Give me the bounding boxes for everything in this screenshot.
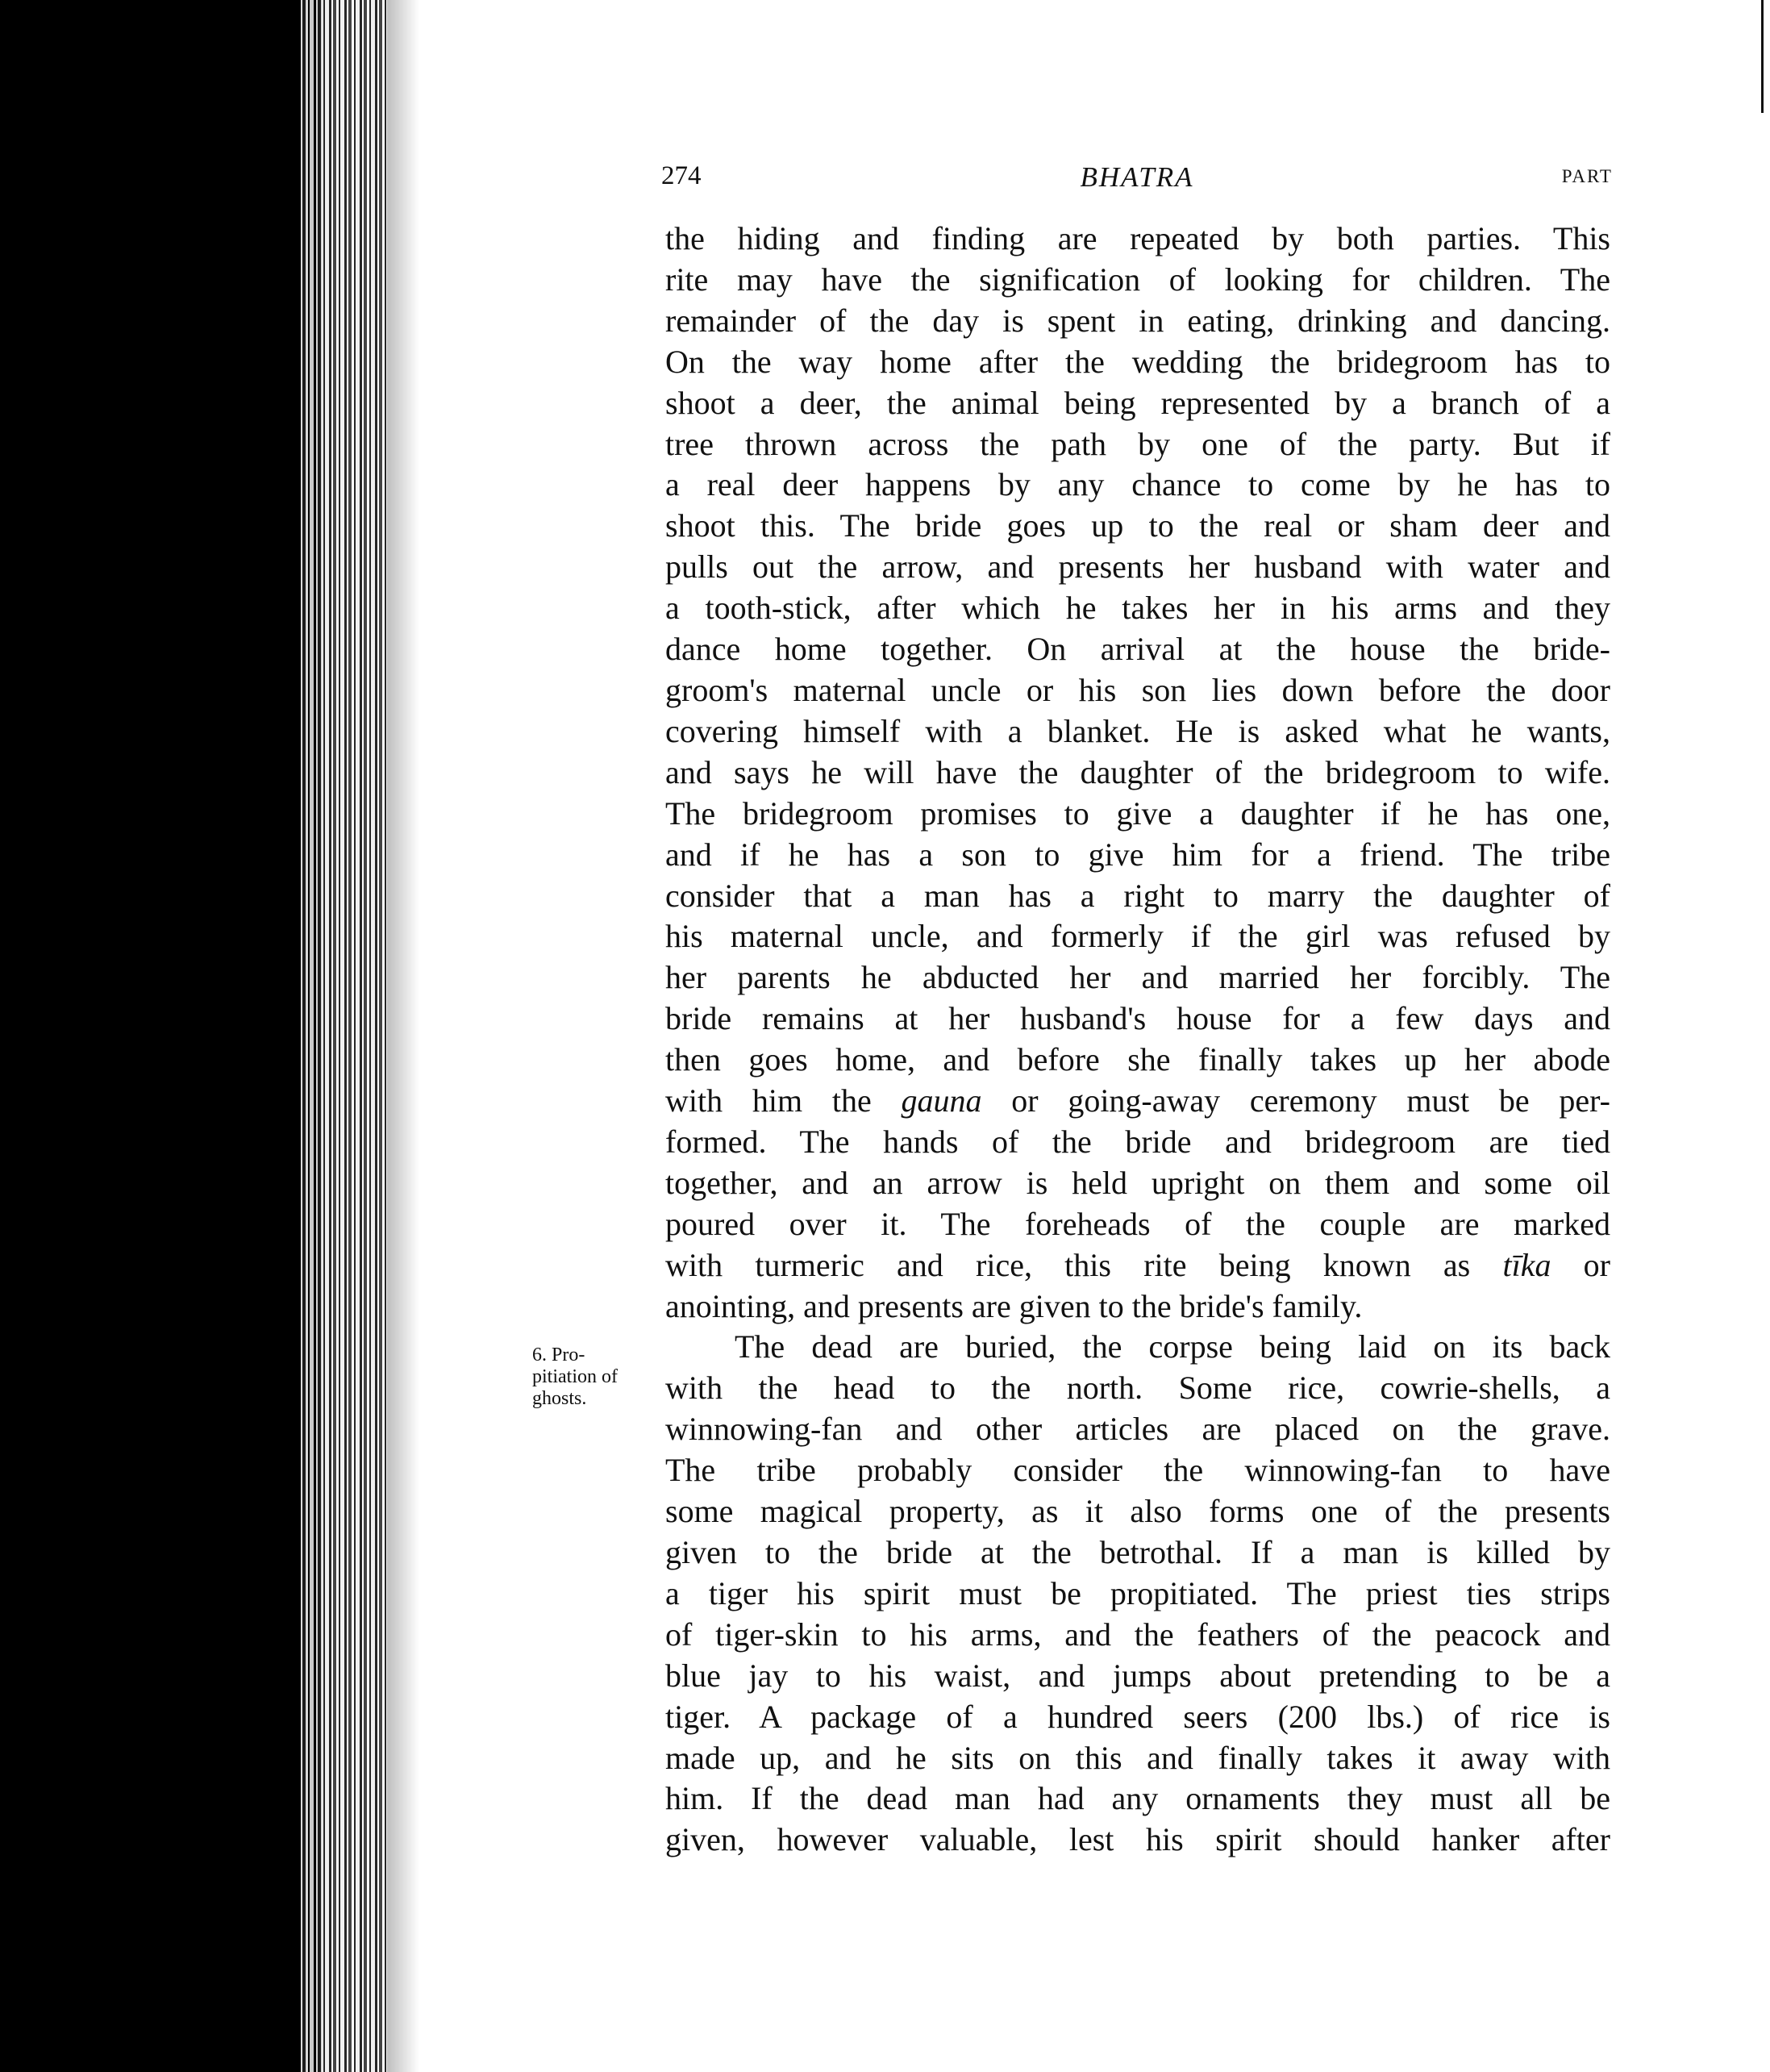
text-span: or going-away ceremony must be per-: [981, 1082, 1610, 1119]
text-line: his maternal uncle, and formerly if the girl was refused by: [665, 918, 1610, 955]
text-line: The bridegroom promises to give a daughter if he has one,: [665, 794, 1610, 832]
margin-note-line: ghosts.: [532, 1388, 587, 1409]
text-line: winnowing-fan and other articles are placed on the grave.: [665, 1411, 1610, 1448]
text-line: made up, and he sits on this and finally takes it away with: [665, 1739, 1610, 1776]
text-line: dance home together. On arrival at the house the bride-: [665, 631, 1610, 668]
running-title: BHATRA: [1080, 161, 1194, 193]
paragraph-first-line: The dead are buried, the corpse being laid on its back: [735, 1328, 1610, 1365]
margin-note-line: pitiation of: [532, 1366, 618, 1387]
italic-term-gauna: gauna: [901, 1082, 982, 1119]
text-line: a tooth-stick, after which he takes her in his arms and they: [665, 590, 1610, 627]
body-text: [665, 219, 1610, 1861]
text-line: blue jay to his waist, and jumps about pretending to be a: [665, 1657, 1610, 1694]
text-line: some magical property, as it also forms one of the presents: [665, 1493, 1610, 1530]
page-header: [661, 161, 1613, 202]
page-number: 274: [661, 161, 702, 190]
text-line: a real deer happens by any chance to come by he has to: [665, 466, 1610, 503]
text-span: with him the: [665, 1082, 902, 1119]
text-line: On the way home after the wedding the bridegroom has to: [665, 343, 1610, 380]
italic-term-tika: tīka: [1502, 1246, 1551, 1283]
text-line: The tribe probably consider the winnowing-fan to have: [665, 1452, 1610, 1489]
text-line: then goes home, and before she finally takes up her abode: [665, 1041, 1610, 1078]
text-line: given, however valuable, lest his spirit should hanker after: [665, 1821, 1610, 1858]
text-line: tree thrown across the path by one of the party. But if: [665, 425, 1610, 462]
text-line: of tiger-skin to his arms, and the feathers of the peacock and: [665, 1615, 1610, 1653]
text-line: the hiding and finding are repeated by both parties. This: [665, 220, 1610, 256]
text-span: with turmeric and rice, this rite being known as: [665, 1246, 1503, 1283]
text-line: bride remains at her husband's house for a few days and: [665, 1000, 1610, 1037]
text-line: given to the bride at the betrothal. If a man is killed by: [665, 1534, 1610, 1570]
paragraph-end-line: anointing, and presents are given to the bride's family.: [665, 1287, 1363, 1324]
text-line: with the head to the north. Some rice, cowrie-shells, a: [665, 1370, 1610, 1407]
text-line: remainder of the day is spent in eating, drinking and dancing.: [665, 302, 1610, 339]
text-line: consider that a man has a right to marry the daughter of: [665, 877, 1610, 914]
text-line: a tiger his spirit must be propitiated. The priest ties strips: [665, 1574, 1610, 1611]
text-line: him. If the dead man had any ornaments they must all be: [665, 1780, 1610, 1817]
right-edge-mark: [1761, 0, 1764, 113]
text-line: rite may have the signification of looking for children. The: [665, 261, 1610, 298]
text-line: pulls out the arrow, and presents her husband with water and: [665, 548, 1610, 586]
text-line: tiger. A package of a hundred seers (200 lbs.) of rice is: [665, 1698, 1610, 1735]
text-line: formed. The hands of the bride and bridegroom are tied: [665, 1123, 1610, 1160]
text-line: her parents he abducted her and married her forcibly. The: [665, 959, 1610, 996]
text-line: together, and an arrow is held upright on them and some oil: [665, 1164, 1610, 1201]
section-label: PART: [1561, 166, 1613, 186]
text-span: or: [1551, 1246, 1610, 1283]
margin-note: [532, 1345, 661, 1410]
text-line-tika: [665, 1245, 1610, 1286]
text-line: covering himself with a blanket. He is asked what he wants,: [665, 712, 1610, 749]
text-line: and says he will have the daughter of the bridegroom to wife.: [665, 753, 1610, 790]
page-edge-streaks: [298, 0, 387, 2072]
text-line: shoot a deer, the animal being represented by a branch of a: [665, 384, 1610, 421]
text-line: and if he has a son to give him for a friend. The tribe: [665, 836, 1610, 873]
margin-note-line: 6. Pro-: [532, 1345, 585, 1365]
text-line: groom's maternal uncle or his son lies down before the door: [665, 671, 1610, 708]
text-line: shoot this. The bride goes up to the real or sham deer and: [665, 507, 1610, 544]
text-line-gauna: [665, 1081, 1610, 1122]
gutter-fade: [387, 0, 419, 2072]
text-line: poured over it. The foreheads of the couple are marked: [665, 1205, 1610, 1242]
scan-gutter-shadow: [0, 0, 323, 2072]
